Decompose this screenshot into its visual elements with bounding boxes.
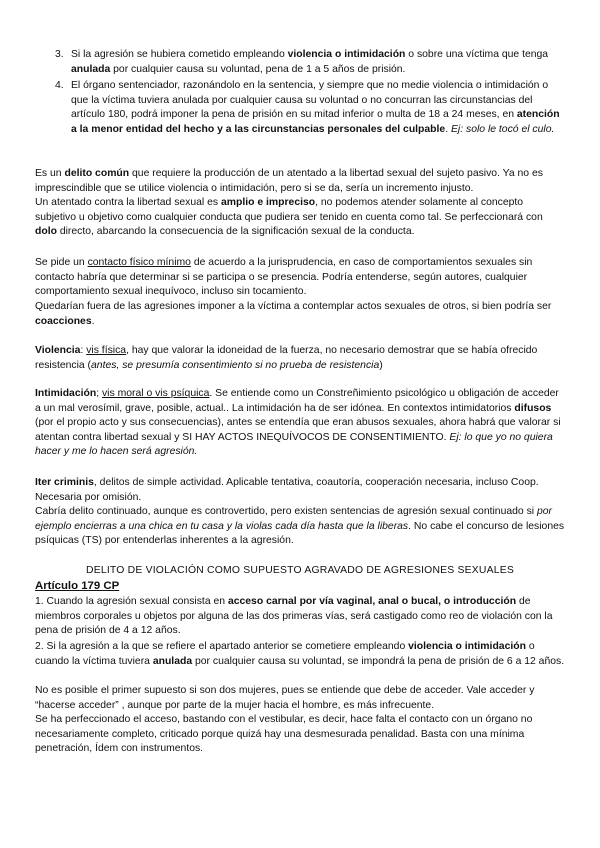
article-title: Artículo 179 CP [35,580,120,592]
bold-text: anulada [71,63,111,75]
text-run: de miembros corporales u objetos por alguna de las dos primeras vías, será castigado como reo de violación con la pena de prisión de 4 a 12 años. [35,596,553,637]
paragraph-vestibular [35,713,565,757]
text-run: Es un [35,168,65,179]
text-run: . [445,123,451,135]
text-run: Se ha perfeccionado el acceso, bastando con el vestibular, es decir, hace falta el contacto con un órgano no necesariamente completo, criticado porque quizá hay una desmesurada penalidad. Basta con una mínima penetración, Ídem con instrumentos. [35,714,533,755]
bold-text: difusos [514,402,552,414]
list-item [0,48,565,77]
paragraph-dos-mujeres [35,684,565,713]
list-item [0,79,565,137]
article-paragraph-2 [35,640,565,669]
list-item-text [71,80,560,135]
text-run: , no podemos atender solamente al concepto subjetivo u objetivo como cualquier conducta que pudiera ser tenido en cuenta como tal. Se perfeccionará con [35,197,543,223]
bold-text: violencia o intimidación [287,49,406,60]
bold-text: coacciones [35,315,92,327]
list-number: 3. [55,49,64,60]
list-item-text [71,49,548,75]
paragraph-atentado [35,196,565,240]
text-run: directo, abarcando la consecuencia de la significación sexual de la conducta. [56,226,415,238]
text-run: por cualquier causa su voluntad, se impondrá la pena de prisión de 6 a 12 años. [192,655,565,667]
underlined-text: vis física [86,345,127,356]
underlined-text: contacto físico mínimo [87,257,191,268]
bold-text: violencia o intimidación [408,641,526,652]
article-paragraph-1 [35,595,565,639]
text-run: Si la agresión se hubiera cometido empleando [71,49,288,60]
text-run: (por el propio acto y sus consecuencias), antes se entendía que eran abusos sexuales, ahora habrá que valorar si atentan contra libertad sexual y SI HAY ACTOS INEQUÍVOCOS DE CONSENTIMIENTO. [35,417,561,443]
text-run: por cualquier causa su voluntad, pena de 1 a 5 años de prisión. [110,63,406,75]
paragraph-contacto-fisico [35,256,565,300]
section-heading: DELITO DE VIOLACIÓN COMO SUPUESTO AGRAVADO DE AGRESIONES SEXUALES [86,565,514,576]
text-run: , hay que valorar la idoneidad de la fuerza, no necesario demostrar que se había ofrecido resistencia ( [35,345,538,371]
paragraph-iter-criminis [35,476,565,505]
bold-text: Iter criminis [35,477,94,488]
paragraph-intimidacion [35,387,565,460]
bold-text: anulada [152,655,193,667]
text-run: : [80,345,87,356]
text-run: . Se entiende como un Constreñimiento psicológico u obligación de acceder a un mal verosímil, grave, posible, actual.. La intimidación ha de ser idónea. En contextos intimidatorios [35,388,559,414]
text-run: ) [379,359,383,371]
text-run: 2. Si la agresión a la que se refiere el apartado anterior se cometiere empleando [35,641,409,652]
bold-text: Violencia [35,345,81,356]
bold-text: acceso carnal por vía vaginal, anal o bucal, o introducción [227,596,517,607]
text-run: que requiere la producción de un atentado a la libertad sexual del sujeto pasivo. Ya no es imprescindible que se utilice violencia o intimidación, pero si se da, sería un incremento injusto. [35,168,543,194]
text-run: , delitos de simple actividad. Aplicable tentativa, coautoría, cooperación necesaria, incluso Coop. Necesaria por omisión. [35,477,539,503]
italic-text: Ej: solo le tocó el culo. [450,123,555,135]
text-run: El órgano sentenciador, razonándolo en la sentencia, y siempre que no medie violencia o intimidación o que la víctima tuviera anulada por cualquier causa su voluntad o no concurran las circunstancias del artículo 180, podrá imponer la pena de prisión en su mitad inferior o multa de 18 a 24 meses, en [71,80,549,121]
text-run: o cuando la víctima tuviera [35,641,535,667]
bold-text: atención a la menor entidad del hecho y a las circunstancias personales del culpable [71,109,560,135]
text-run: ; [96,388,102,399]
paragraph-delito-comun [35,167,565,196]
text-run: . No cabe el concurso de lesiones psíquicas (TS) por entenderlas inherentes a la agresión. [35,520,565,547]
list-number: 4. [55,80,64,92]
bold-text: delito común [64,168,130,179]
underlined-text: vis moral o vis psíquica [101,388,210,399]
text-run: o sobre una víctima que tenga [405,49,549,60]
bold-text: amplio e impreciso [221,197,316,208]
text-run: . [91,315,95,327]
paragraph-violencia [35,344,565,373]
text-run: Un atentado contra la libertad sexual es [35,197,221,208]
text-run: Se pide un [35,257,88,268]
bold-text: dolo [35,226,57,238]
text-run: de acuerdo a la jurisprudencia, en caso de comportamientos sexuales sin contacto habría que determinar si se participa o se presencia. Podría entenderse, según autores, cualquier comportamiento sexual inequívoco, incluso sin tocamiento. [35,257,533,298]
numbered-list [0,48,565,140]
text-run: Quedarían fuera de las agresiones imponer a la víctima a contemplar actos sexuales de otros, si bien podría ser [35,301,552,312]
paragraph-delito-continuado [35,505,565,549]
italic-text: por ejemplo encierras a una chica en tu casa y la violas cada día hasta que la liberas [35,506,552,532]
italic-text: antes, se presumía consentimiento si no prueba de resistencia [91,359,380,371]
text-run: 1. Cuando la agresión sexual consista en [35,596,228,607]
italic-text: Ej: lo que yo no quiera hacer y me lo hacen será agresión. [35,431,553,458]
text-run: No es posible el primer supuesto si son dos mujeres, pues se entiende que debe de acceder. Vale acceder y “hacerse acceder” , aunque por parte de la mujer hacia el hombre, es más infrecuente. [35,685,535,711]
bold-text: Intimidación [35,388,97,399]
text-run: Cabría delito continuado, aunque es controvertido, pero existen sentencias de agresión sexual continuado si [35,506,537,517]
paragraph-coacciones [35,300,565,329]
